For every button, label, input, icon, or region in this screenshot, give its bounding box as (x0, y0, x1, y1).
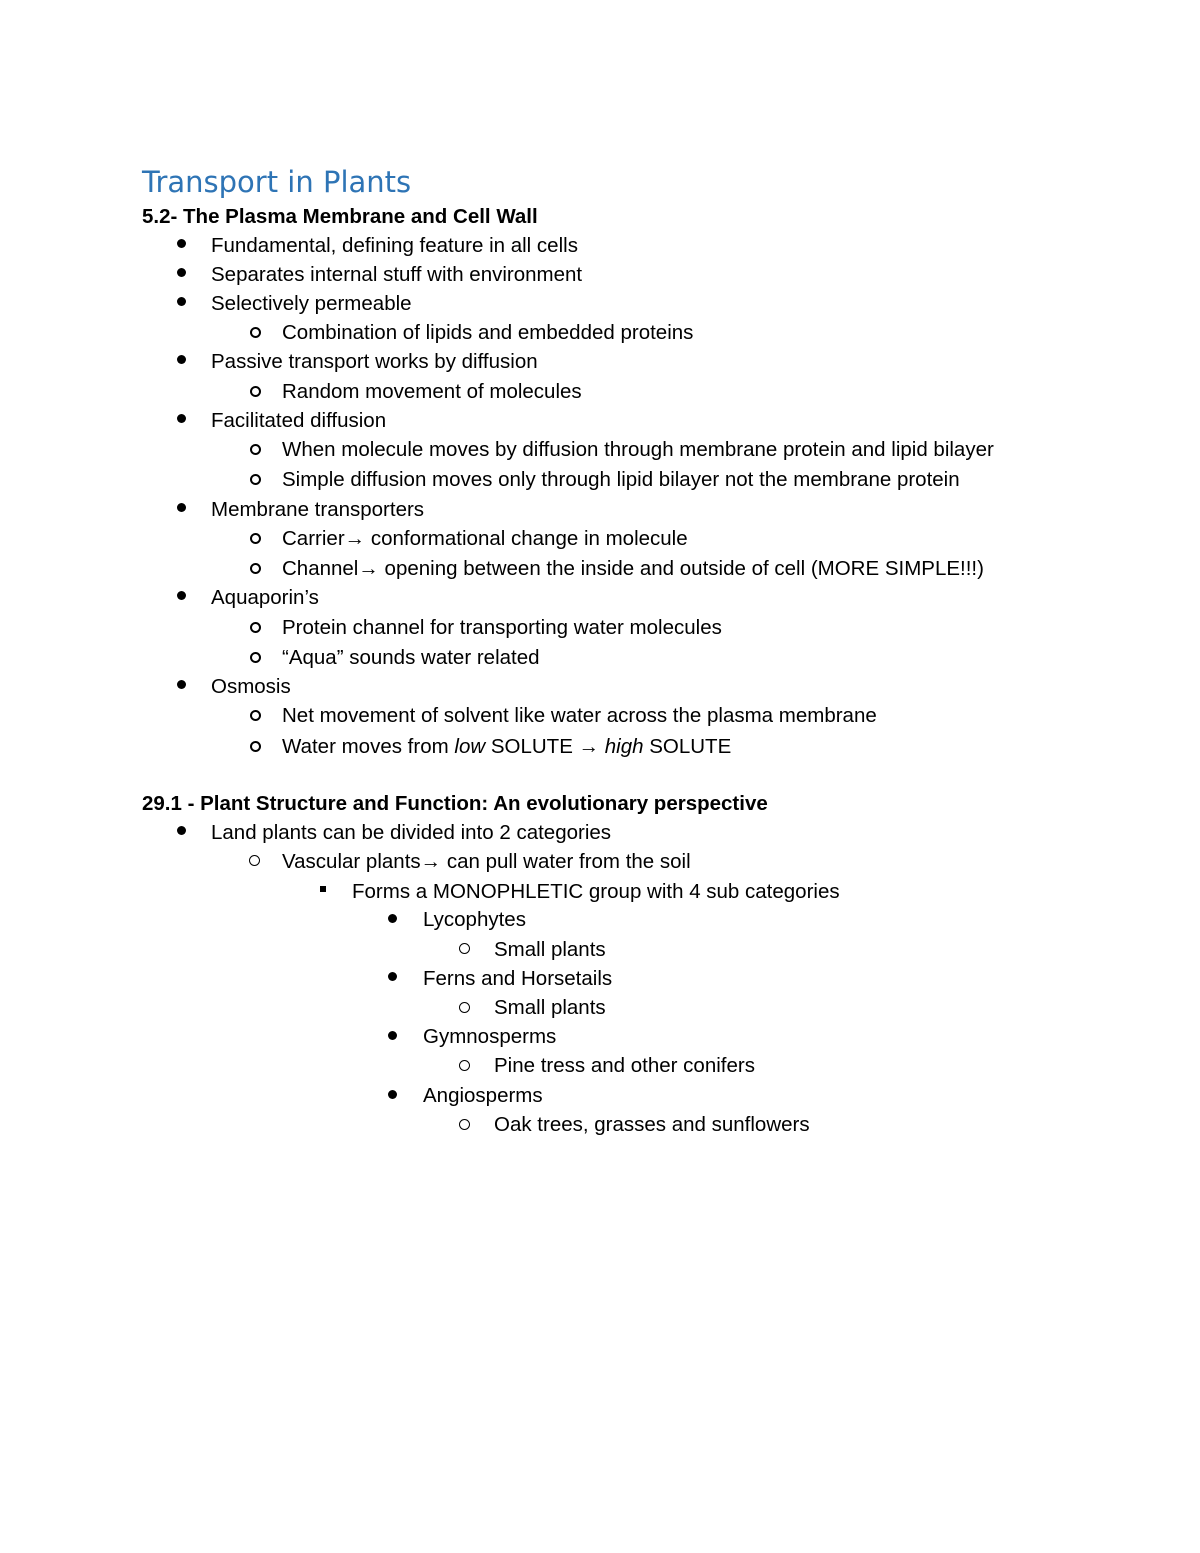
sub-bullet-icon (459, 1119, 470, 1130)
document-title: Transport in Plants (142, 165, 412, 199)
list-item: Facilitated diffusion (211, 409, 387, 432)
list-item: Land plants can be divided into 2 categories (211, 821, 612, 844)
italic-text: high (604, 735, 644, 758)
list-item: Separates internal stuff with environment (211, 263, 583, 286)
sub-bullet-icon (250, 563, 261, 574)
italic-text: low (454, 735, 486, 758)
bullet-icon (388, 972, 397, 981)
sub-bullet-icon (459, 943, 470, 954)
list-item: Small plants (494, 938, 606, 961)
sub-bullet-icon (459, 1002, 470, 1013)
list-item: Osmosis (211, 675, 291, 698)
bullet-icon (177, 503, 186, 512)
list-item: Angiosperms (423, 1084, 543, 1107)
list-item: “Aqua” sounds water related (282, 646, 540, 669)
list-item: Selectively permeable (211, 292, 412, 315)
text-span: SOLUTE (643, 735, 732, 758)
section-heading-29-1: 29.1 - Plant Structure and Function: An evolutionary perspective (142, 792, 768, 815)
bullet-icon (177, 414, 186, 423)
list-item: Ferns and Horsetails (423, 967, 613, 990)
list-item: Lycophytes (423, 908, 526, 931)
list-item: Combination of lipids and embedded proteins (282, 321, 694, 344)
sub-bullet-icon (249, 855, 260, 866)
bullet-icon (177, 826, 186, 835)
list-item-osmosis-direction (282, 734, 731, 760)
bullet-icon (388, 1031, 397, 1040)
list-item: Forms a MONOPHLETIC group with 4 sub categories (352, 880, 840, 903)
list-item: Protein channel for transporting water molecules (282, 616, 722, 639)
sub-bullet-icon (250, 327, 261, 338)
list-item: Carrier→ conformational change in molecule (282, 527, 688, 550)
list-item: Channel→ opening between the inside and outside of cell (MORE SIMPLE!!!) (282, 557, 984, 580)
sub-bullet-icon (250, 444, 261, 455)
list-item: Net movement of solvent like water across the plasma membrane (282, 704, 877, 727)
list-item: Pine tress and other conifers (494, 1054, 755, 1077)
section-heading-5-2: 5.2- The Plasma Membrane and Cell Wall (142, 205, 538, 228)
list-item: Membrane transporters (211, 498, 425, 521)
bullet-icon (177, 297, 186, 306)
sub-bullet-icon (250, 533, 261, 544)
sub-bullet-icon (250, 622, 261, 633)
bullet-icon (388, 1090, 397, 1099)
text-span: Water moves from (282, 735, 455, 758)
sub-bullet-icon (250, 710, 261, 721)
sub-bullet-icon (250, 652, 261, 663)
list-item: Vascular plants→ can pull water from the soil (282, 850, 691, 873)
bullet-icon (177, 239, 186, 248)
list-item: Random movement of molecules (282, 380, 582, 403)
list-item: Fundamental, defining feature in all cells (211, 234, 578, 257)
list-item: When molecule moves by diffusion through membrane protein and lipid bilayer (282, 438, 994, 461)
bullet-icon (177, 591, 186, 600)
bullet-icon (388, 914, 397, 923)
sub-bullet-icon (250, 741, 261, 752)
list-item: Simple diffusion moves only through lipid bilayer not the membrane protein (282, 468, 960, 491)
sub-bullet-icon (459, 1060, 470, 1071)
sub-bullet-icon (250, 386, 261, 397)
square-bullet-icon (320, 886, 326, 892)
list-item: Gymnosperms (423, 1025, 557, 1048)
text-span: SOLUTE → (485, 735, 605, 758)
list-item: Aquaporin’s (211, 586, 319, 609)
list-item: Oak trees, grasses and sunflowers (494, 1113, 810, 1136)
bullet-icon (177, 355, 186, 364)
bullet-icon (177, 680, 186, 689)
list-item: Passive transport works by diffusion (211, 350, 538, 373)
sub-bullet-icon (250, 474, 261, 485)
bullet-icon (177, 268, 186, 277)
list-item: Small plants (494, 996, 606, 1019)
